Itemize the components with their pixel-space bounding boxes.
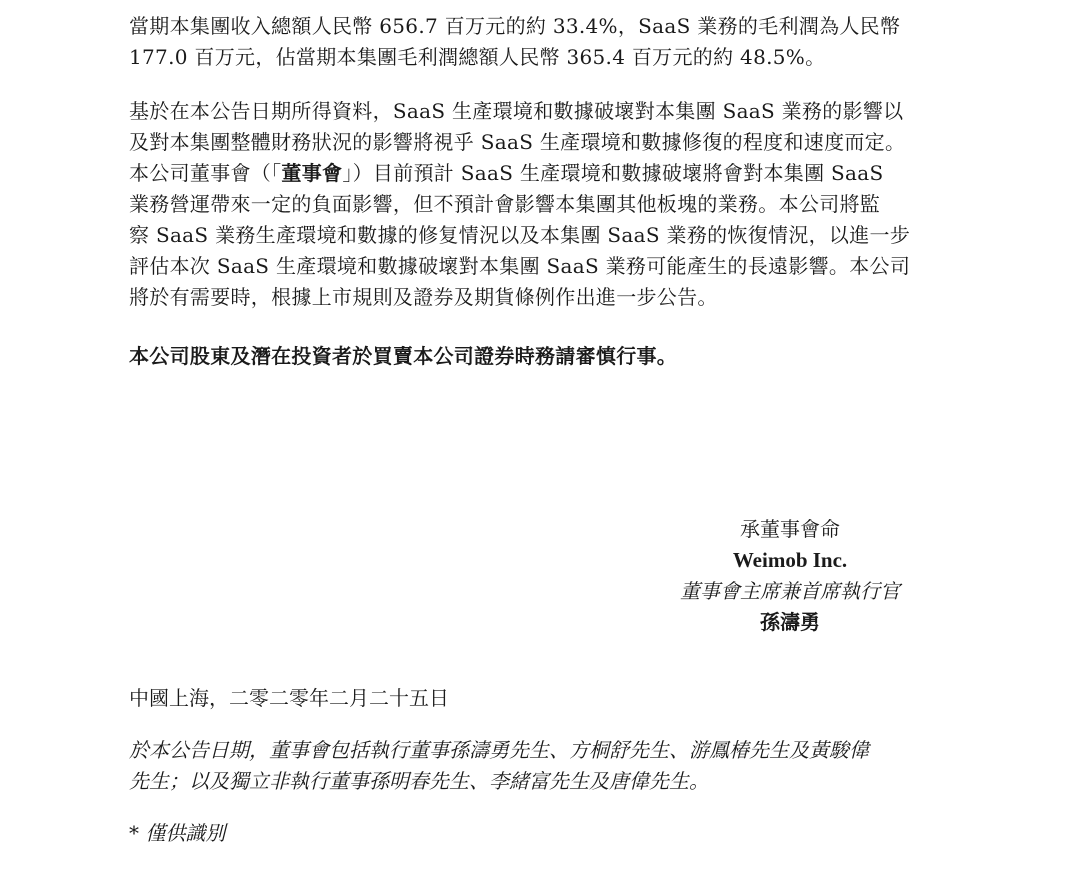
text-line: 將於有需要時，根據上市規則及證券及期貨條例作出進一步公告。 bbox=[129, 285, 718, 309]
text-line: 業務營運帶來一定的負面影響，但不預計會影響本集團其他板塊的業務。本公司將監 bbox=[129, 192, 881, 216]
date-place-line: 中國上海，二零二零年二月二十五日 bbox=[129, 686, 449, 710]
text-line: 於本公告日期，董事會包括執行董事孫濤勇先生、方桐舒先生、游鳳椿先生及黃駿偉 bbox=[129, 738, 869, 762]
text-line: 評估本次 SaaS 生產環境和數據破壞對本集團 SaaS 業務可能產生的長遠影響。本公司 bbox=[129, 254, 911, 278]
by-order-of-board: 承董事會命 bbox=[740, 517, 840, 541]
board-defined-term: 董事會 bbox=[281, 161, 343, 185]
text-fragment: 」）目前預計 SaaS 生產環境和數據破壞將會對本集團 SaaS bbox=[342, 161, 884, 185]
footnote: * 僅供識別 bbox=[129, 821, 226, 845]
company-name: Weimob Inc. bbox=[732, 548, 848, 572]
text-line: 177.0 百万元，佔當期本集團毛利潤總額人民幣 365.4 百万元的約 48.5%。 bbox=[129, 45, 826, 69]
signature-block bbox=[640, 514, 940, 638]
text-line: 基於在本公告日期所得資料，SaaS 生產環境和數據破壞對本集團 SaaS 業務的影響以 bbox=[129, 99, 904, 123]
text-fragment: 本公司董事會（「 bbox=[129, 161, 282, 185]
text-line: 察 SaaS 業務生產環境和數據的修复情況以及本集團 SaaS 業務的恢復情況，以進一步 bbox=[129, 223, 911, 247]
revenue-paragraph bbox=[129, 11, 951, 73]
text-line: 先生；以及獨立非執行董事孫明春先生、李緒富先生及唐偉先生。 bbox=[129, 769, 709, 793]
signatory-name: 孫濤勇 bbox=[760, 610, 820, 634]
text-line: 及對本集團整體財務狀況的影響將視乎 SaaS 生產環境和數據修復的程度和速度而定。 bbox=[129, 130, 906, 154]
signatory-title: 董事會主席兼首席執行官 bbox=[680, 579, 900, 603]
caution-statement: 本公司股東及潛在投資者於買賣本公司證券時務請審慎行事。 bbox=[129, 344, 678, 368]
impact-paragraph bbox=[129, 96, 951, 313]
text-line bbox=[129, 158, 951, 189]
text-line: 當期本集團收入總額人民幣 656.7 百万元的約 33.4%，SaaS 業務的毛利潤為人民幣 bbox=[129, 14, 901, 38]
directors-statement bbox=[129, 735, 951, 797]
